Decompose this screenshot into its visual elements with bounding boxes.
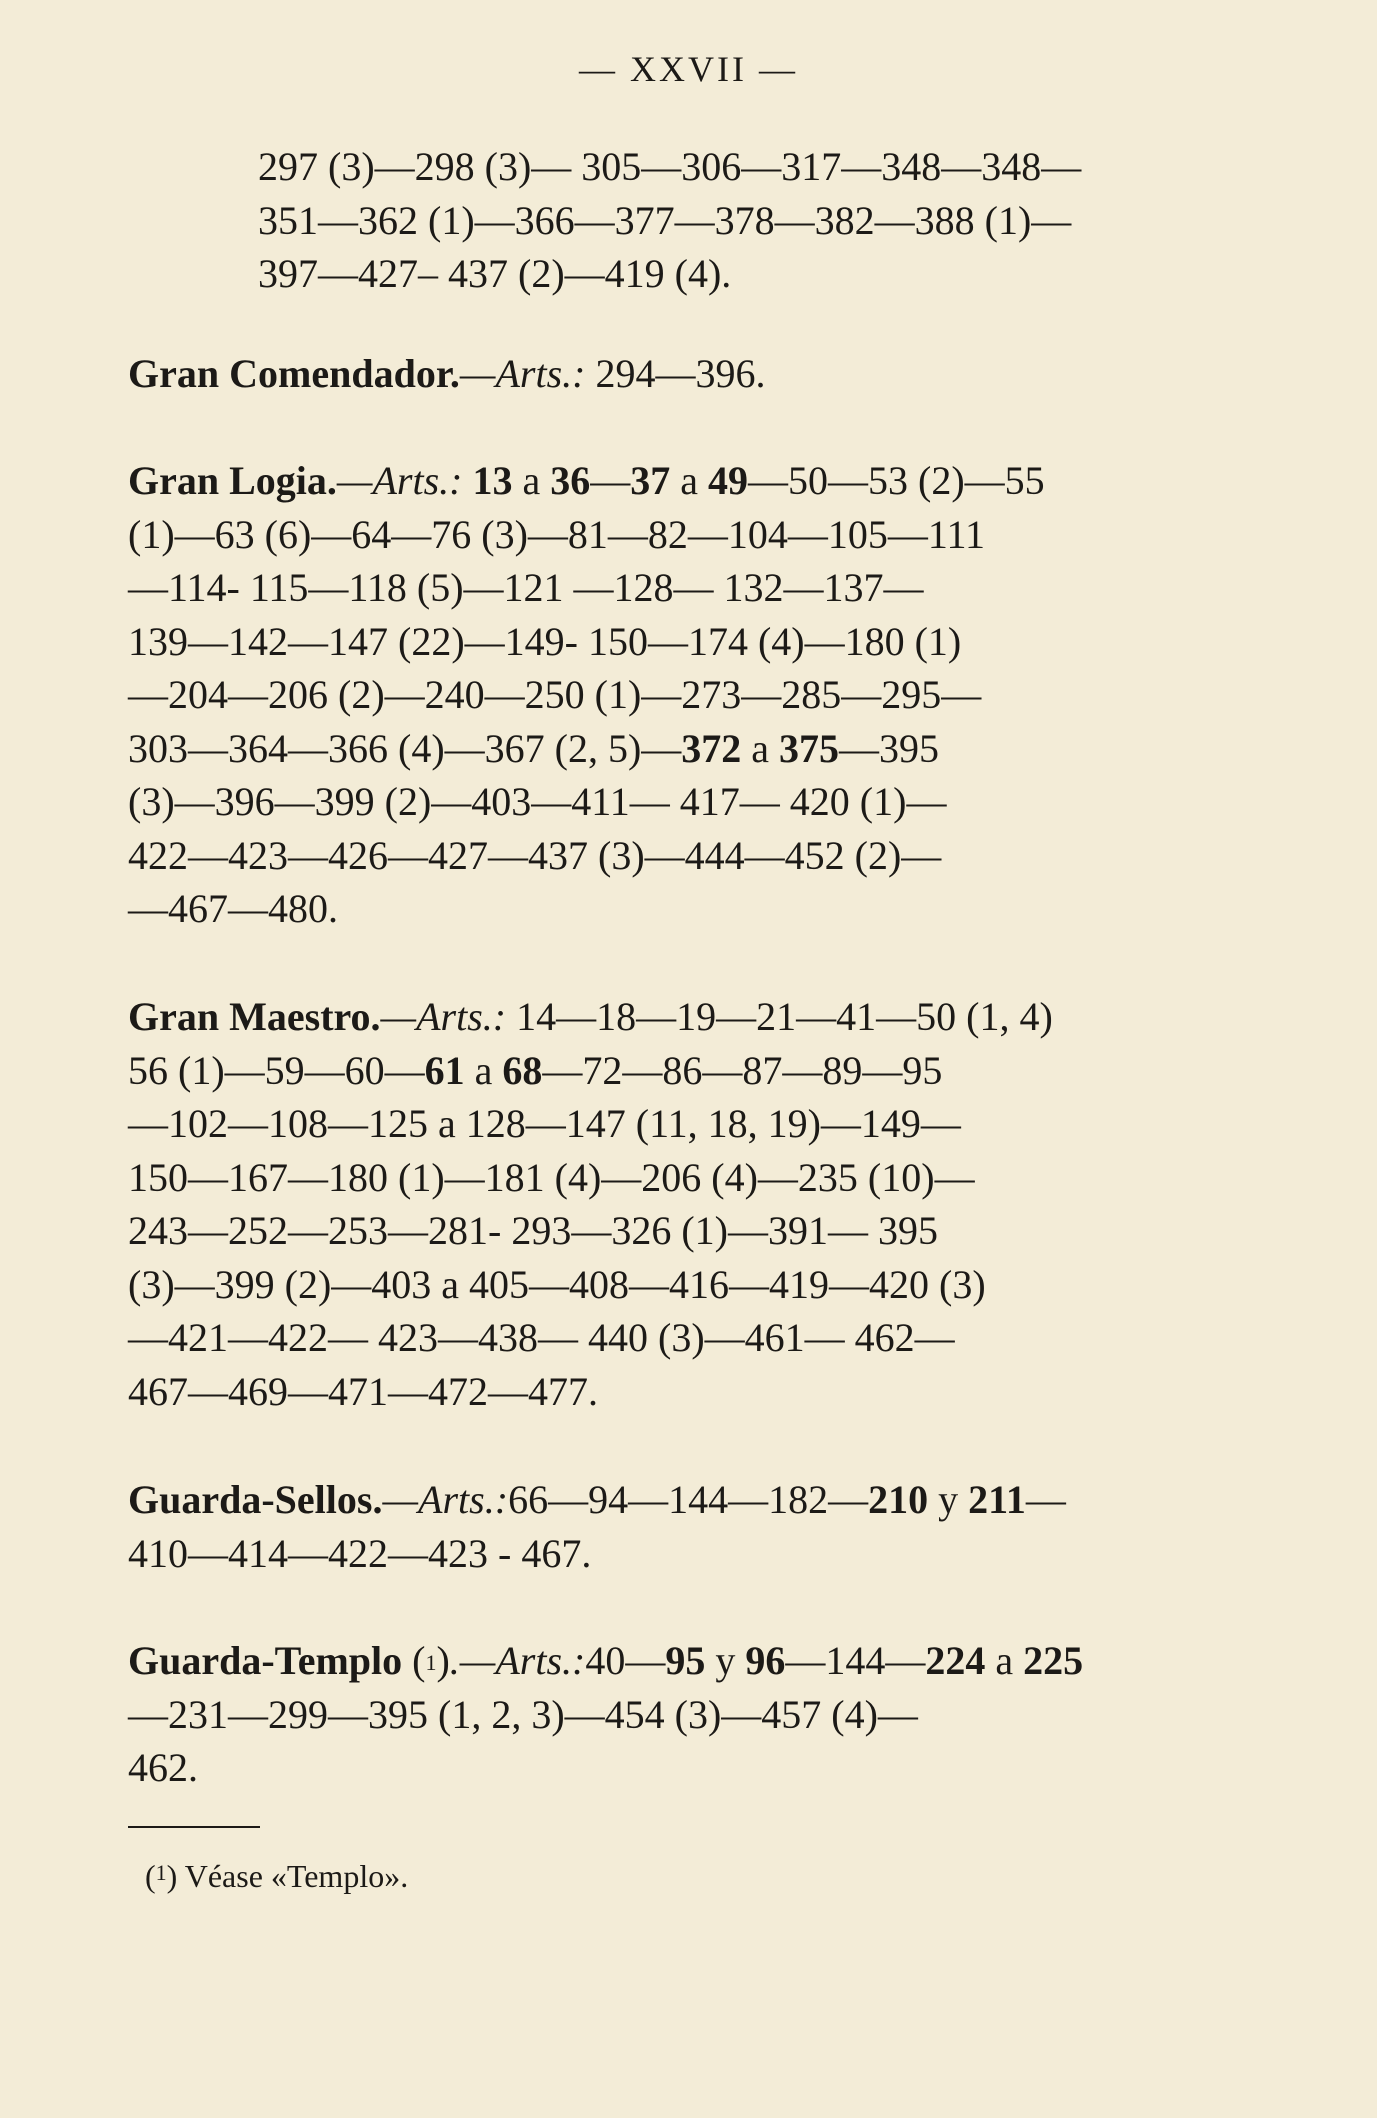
entry-headword: Guarda-Sellos. — [128, 1477, 383, 1522]
entry-guarda-sellos — [128, 1473, 1193, 1580]
article-refs-line: (3)—399 (2)—403 a 405—408—416—419—420 (3) — [128, 1261, 986, 1307]
entry-gran-comendador — [128, 347, 1193, 401]
article-refs: 14—18—19—21—41—50 (1, 4) — [506, 994, 1053, 1039]
footnote-marker-number: 1 — [155, 1860, 167, 1885]
footnote-ref: ($^1$) — [402, 1638, 450, 1683]
article-refs: 13 a 36—37 a 49—50—53 (2)—55 — [472, 458, 1045, 503]
continuation-line: 351—362 (1)—366—377—378—382—388 (1)— — [258, 197, 1072, 243]
entry-first-line — [128, 1634, 1193, 1688]
article-refs-line: (1)—63 (6)—64—76 (3)—81—82—104—105—111 — [128, 511, 985, 557]
arts-label: —Arts.: — [336, 458, 463, 503]
running-head: — XXVII — — [579, 49, 798, 89]
article-refs-line: 150—167—180 (1)—181 (4)—206 (4)—235 (10)— — [128, 1154, 975, 1200]
entry-headword: Gran Comendador. — [128, 351, 460, 396]
arts-label: —Arts.: — [459, 351, 586, 396]
entry-first-line — [128, 347, 1193, 401]
article-refs-line: 303—364—366 (4)—367 (2, 5)—372 a 375—395 — [128, 725, 940, 771]
article-refs-line: 422—423—426—427—437 (3)—444—452 (2)— — [128, 832, 942, 878]
article-refs-line: —231—299—395 (1, 2, 3)—454 (3)—457 (4)— — [128, 1691, 918, 1737]
footnote-text: Véase «Templo». — [177, 1858, 409, 1894]
entry-headword: Guarda-Templo — [128, 1638, 403, 1683]
continuation-line: 297 (3)—298 (3)— 305—306—317—348—348— — [258, 144, 1082, 189]
entry-headword: Gran Maestro. — [128, 994, 381, 1039]
article-refs-line: —467—480. — [128, 886, 338, 931]
entry-first-line — [128, 454, 1193, 508]
arts-label: .—Arts.: — [449, 1638, 586, 1683]
article-refs: 40—95 y 96—144—224 a 225 — [585, 1638, 1084, 1683]
article-refs-line: —102—108—125 a 128—147 (11, 18, 19)—149— — [128, 1101, 961, 1146]
continuation-line: 397—427– 437 (2)—419 (4). — [258, 251, 732, 296]
arts-label: —Arts.: — [382, 1477, 509, 1522]
article-refs-line: —204—206 (2)—240—250 (1)—273—285—295— — [128, 672, 982, 717]
article-refs-line: 139—142—147 (22)—149- 150—174 (4)—180 (1) — [128, 618, 962, 664]
article-refs-line: —421—422— 423—438— 440 (3)—461— 462— — [128, 1315, 955, 1360]
article-refs-line: (3)—396—399 (2)—403—411— 417— 420 (1)— — [128, 779, 947, 824]
footnote — [145, 1858, 408, 1895]
arts-label: —Arts.: — [380, 994, 507, 1039]
article-refs: 66—94—144—182—210 y 211— — [508, 1477, 1066, 1522]
entry-gran-logia — [128, 454, 1193, 936]
entry-gran-maestro — [128, 990, 1193, 1418]
entry-headword: Gran Logia. — [128, 458, 337, 503]
entry-first-line — [128, 1473, 1193, 1527]
article-refs-line: 243—252—253—281- 293—326 (1)—391— 395 — [128, 1208, 938, 1253]
article-refs: 294—396. — [585, 351, 766, 396]
article-refs-line: 462. — [128, 1745, 198, 1790]
continuation-block — [258, 140, 1193, 301]
article-refs-line: —114- 115—118 (5)—121 —128— 132—137— — [128, 565, 924, 610]
entry-guarda-templo — [128, 1634, 1193, 1795]
entry-first-line — [128, 990, 1193, 1044]
footnote-marker: ($^1$) — [145, 1858, 178, 1894]
article-refs-line: 410—414—422—423 - 467. — [128, 1530, 592, 1576]
article-refs-line: 467—469—471—472—477. — [128, 1368, 598, 1414]
article-refs-line: 56 (1)—59—60—61 a 68—72—86—87—89—95 — [128, 1047, 943, 1093]
footnote-rule — [128, 1826, 260, 1828]
